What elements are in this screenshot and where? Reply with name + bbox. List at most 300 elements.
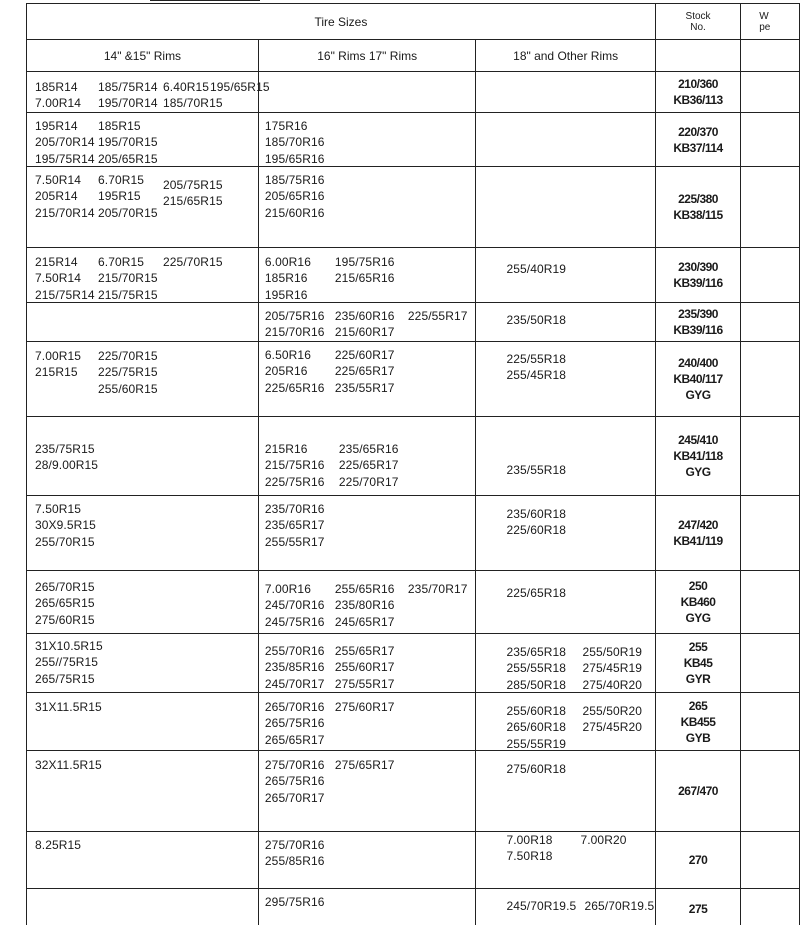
tire-size: 265/75R16 xyxy=(264,774,325,789)
cut-off-cell xyxy=(741,889,800,925)
tire-size: 255/45R18 xyxy=(506,368,567,383)
stock-number-header xyxy=(655,4,740,40)
rims-18-other-cell xyxy=(476,167,655,248)
tire-size: 275/60R18 xyxy=(506,762,567,776)
tire-size: 205/65R16 xyxy=(264,189,325,204)
tire-size: 7.00R18 xyxy=(506,833,553,847)
tire-size: 7.00R16 xyxy=(264,582,311,596)
tire-size-rows xyxy=(27,72,800,925)
tire-size: 205/70R14 xyxy=(35,135,95,150)
c3-sizes xyxy=(476,167,654,247)
tire-size: 255/70R15 xyxy=(35,534,95,549)
rims-16-17-cell xyxy=(258,571,476,634)
tire-size: 265/75R16 xyxy=(264,716,325,731)
tire-size: 275/45R19 xyxy=(582,661,643,676)
cut-off-cell xyxy=(741,303,800,342)
rims-14-15-cell xyxy=(27,342,259,417)
c2-sizes xyxy=(259,72,476,112)
c1-sizes xyxy=(27,72,270,112)
stock-number-cell xyxy=(655,751,740,832)
table-row xyxy=(27,248,800,303)
tire-size: 255/85R16 xyxy=(264,854,325,869)
rims-18-other-cell xyxy=(476,634,655,693)
tire-size: 255/65R17 xyxy=(334,644,395,658)
table-row xyxy=(27,634,800,693)
tire-size: 205R14 xyxy=(35,189,78,204)
tire-size: 32X11.5R15 xyxy=(35,758,102,772)
c2-sizes xyxy=(259,693,476,750)
tire-size: 275/60R17 xyxy=(334,700,395,714)
stock-number-cell xyxy=(655,889,740,925)
tire-size: 215/70R16 xyxy=(264,325,325,340)
tire-size: 185R14 xyxy=(35,80,78,94)
c2-sizes xyxy=(259,303,476,341)
cut-off-cell xyxy=(741,634,800,693)
cut-off-label-1: W xyxy=(759,10,769,22)
rims-18-other-cell xyxy=(476,72,655,113)
rims-16-17-cell xyxy=(258,72,476,113)
stock-number-cell xyxy=(655,167,740,248)
tire-size: 245/65R17 xyxy=(334,614,395,629)
tire-size: 215/75R16 xyxy=(264,458,325,473)
stock-number-cell xyxy=(655,417,740,496)
tire-size: 31X11.5R15 xyxy=(35,700,102,714)
tire-size: 195R14 xyxy=(35,119,78,133)
tire-size: 275/40R20 xyxy=(582,677,643,692)
rims-16-17-cell xyxy=(258,751,476,832)
c2-sizes xyxy=(259,634,476,692)
cut-off-column-header xyxy=(741,4,800,40)
tire-size: 7.50R18 xyxy=(506,849,553,864)
stock-number: 255 xyxy=(688,640,708,654)
cut-off-cell xyxy=(741,72,800,113)
tire-size: 255/70R16 xyxy=(264,644,325,658)
cut-off-cell xyxy=(741,832,800,889)
tire-size: 245/70R16 xyxy=(264,598,325,613)
stock-number: 275 xyxy=(688,902,708,916)
tire-size: 225/75R16 xyxy=(264,474,325,489)
c1-sizes xyxy=(27,634,258,692)
rims-16-17-cell xyxy=(258,113,476,167)
stock-number: KB40/117 xyxy=(673,372,723,386)
tire-size: 215/60R17 xyxy=(334,325,395,340)
tire-size: 295/75R16 xyxy=(264,895,325,909)
tire-size: 8.25R15 xyxy=(35,838,82,852)
tire-size: 265/65R15 xyxy=(35,596,95,611)
tire-size: 225/65R16 xyxy=(264,380,325,395)
c3-sizes xyxy=(476,751,654,831)
tire-size: 7.50R14 xyxy=(35,271,82,286)
cut-off-cell xyxy=(741,751,800,832)
tire-size: 235/55R17 xyxy=(334,380,395,395)
tire-size: 235/65R18 xyxy=(506,645,567,659)
tire-size: 275/65R17 xyxy=(334,758,395,772)
tire-size: 255/55R19 xyxy=(506,736,567,751)
tire-size: 245/70R17 xyxy=(264,676,325,691)
rims-16-17-cell xyxy=(258,342,476,417)
table-row xyxy=(27,693,800,751)
table-row xyxy=(27,113,800,167)
rims-14-15-cell xyxy=(27,634,259,693)
stock-number: KB37/114 xyxy=(673,140,723,155)
cut-off-cell xyxy=(741,113,800,167)
stock-number: KB39/116 xyxy=(673,276,723,290)
tire-size: 255/60R18 xyxy=(506,704,567,718)
tire-size: 215/70R15 xyxy=(98,271,158,286)
tire-size: 215/65R15 xyxy=(163,194,223,209)
c1-sizes xyxy=(27,342,258,416)
c2-sizes xyxy=(259,248,476,302)
stock-number: KB45 xyxy=(683,656,713,670)
tire-size: 225/55R18 xyxy=(506,352,567,366)
tire-size: 225/75R15 xyxy=(98,365,158,380)
tire-size: 235/55R18 xyxy=(506,463,567,477)
cut-off-cell xyxy=(741,496,800,571)
rims-14-15-cell xyxy=(27,832,259,889)
c1-sizes xyxy=(27,832,258,888)
tire-size: 195R15 xyxy=(98,189,141,204)
tire-size: 185/70R16 xyxy=(264,135,325,150)
table-row xyxy=(27,167,800,248)
c2-sizes xyxy=(259,167,476,247)
tire-size: 225/60R18 xyxy=(506,523,567,538)
cut-off-subheader-empty xyxy=(741,40,800,72)
tire-size: 195/75R14 xyxy=(35,151,95,166)
c1-sizes xyxy=(27,693,258,750)
rims-18-other-cell xyxy=(476,417,655,496)
table-row xyxy=(27,751,800,832)
table-row xyxy=(27,417,800,496)
rim-header-row xyxy=(27,40,800,72)
stock-number-cell xyxy=(655,342,740,417)
c1-sizes xyxy=(27,303,258,341)
tire-size: 175R16 xyxy=(264,119,308,133)
stock-number-cell xyxy=(655,303,740,342)
stock-number: GYG xyxy=(685,388,711,402)
tire-size: 215R16 xyxy=(264,442,308,456)
table-row xyxy=(27,832,800,889)
tire-size: 285/50R18 xyxy=(506,677,567,692)
tire-size: 31X10.5R15 xyxy=(35,639,103,653)
c1-sizes xyxy=(27,248,258,302)
tire-size: 255/50R19 xyxy=(582,645,643,659)
tire-size: 255/65R16 xyxy=(334,582,395,596)
stock-number: 247/420 xyxy=(678,518,718,532)
tire-size-table xyxy=(26,3,800,925)
c3-sizes xyxy=(476,693,654,750)
c1-sizes xyxy=(27,417,258,495)
tire-size: 225/70R17 xyxy=(338,474,399,489)
c2-sizes xyxy=(259,832,476,888)
stock-number-cell xyxy=(655,634,740,693)
cut-off-cell xyxy=(741,167,800,248)
stock-number: 265 xyxy=(688,698,708,713)
rims-18-other-cell xyxy=(476,342,655,417)
c3-sizes xyxy=(476,303,654,341)
tire-size: 215/75R15 xyxy=(98,287,158,302)
stock-number: 225/380 xyxy=(678,192,718,206)
c2-sizes xyxy=(259,889,476,925)
tire-size: 225/65R17 xyxy=(338,458,399,473)
tire-size: 235/80R16 xyxy=(334,598,395,613)
tire-size: 6.00R16 xyxy=(264,255,311,269)
rims-14-15-cell xyxy=(27,693,259,751)
rims-14-15-cell xyxy=(27,889,259,925)
tire-size: 255/55R18 xyxy=(506,661,567,676)
c1-sizes xyxy=(27,751,258,831)
tire-size: 185R16 xyxy=(264,271,308,286)
tire-size: 195R16 xyxy=(264,287,308,302)
tire-size: 275/45R20 xyxy=(582,720,643,735)
stock-number: KB460 xyxy=(680,595,716,609)
stock-number-cell xyxy=(655,72,740,113)
table-row xyxy=(27,303,800,342)
tire-size: 195/70R15 xyxy=(98,135,158,150)
tire-size: 185/75R16 xyxy=(264,173,325,187)
c2-sizes xyxy=(259,496,476,570)
rims-16-17-cell xyxy=(258,248,476,303)
tire-size: 225/65R18 xyxy=(506,586,567,600)
rims-14-15-cell xyxy=(27,496,259,571)
tire-size: 255/60R15 xyxy=(98,381,158,396)
tire-size: 275/70R16 xyxy=(264,838,325,852)
tire-size: 235/60R18 xyxy=(506,507,567,521)
tire-size: 225/70R15 xyxy=(163,255,223,269)
tire-size: 235/75R15 xyxy=(35,442,95,456)
c1-sizes xyxy=(27,496,258,570)
tire-size: 195/65R16 xyxy=(264,151,325,166)
cut-off-cell xyxy=(741,693,800,751)
tire-size: 235/65R16 xyxy=(338,442,399,456)
c3-sizes xyxy=(476,113,654,166)
tire-size: 7.50R15 xyxy=(35,502,82,516)
c3-sizes xyxy=(476,832,654,888)
stock-number: GYG xyxy=(685,611,711,625)
tire-size: 235/50R18 xyxy=(506,313,567,327)
cut-off-cell xyxy=(741,417,800,496)
tire-size: 215R14 xyxy=(35,255,78,269)
header-row xyxy=(27,4,800,40)
tire-size: 215/60R16 xyxy=(264,205,325,220)
rims-16-17-cell xyxy=(258,693,476,751)
rims-16-17-cell xyxy=(258,889,476,925)
c1-sizes xyxy=(27,889,258,925)
tire-size: 245/70R19.5 xyxy=(506,899,577,913)
stock-number-cell xyxy=(655,113,740,167)
stock-number: GYB xyxy=(685,730,711,745)
stock-number-cell xyxy=(655,248,740,303)
tire-size: 205R16 xyxy=(264,364,308,379)
stock-number: KB41/119 xyxy=(673,534,723,548)
stock-number: 267/470 xyxy=(678,784,718,798)
tire-size: 255/55R17 xyxy=(264,534,325,549)
table-row xyxy=(27,496,800,571)
rims-14-15-cell xyxy=(27,167,259,248)
stock-number-cell xyxy=(655,571,740,634)
stock-number: GYG xyxy=(685,465,711,479)
top-scan-mark xyxy=(150,0,260,1)
tire-size: 195/70R14 xyxy=(98,96,158,111)
tire-size: 7.50R14 xyxy=(35,173,82,187)
rims-18-other-header: 18" and Other Rims xyxy=(476,40,655,72)
tire-size: 6.50R16 xyxy=(264,348,311,362)
tire-size: 225/60R17 xyxy=(334,348,395,362)
rims-14-15-header: 14" &15" Rims xyxy=(27,40,259,72)
tire-size: 185/70R15 xyxy=(163,96,223,111)
table-row xyxy=(27,342,800,417)
tire-size: 195/65R15 xyxy=(210,80,270,94)
c2-sizes xyxy=(259,571,476,633)
stock-subheader-empty xyxy=(655,40,740,72)
tire-size: 225/65R17 xyxy=(334,364,395,379)
rims-18-other-cell xyxy=(476,303,655,342)
tire-size: 255/60R17 xyxy=(334,660,395,675)
tire-size: 6.70R15 xyxy=(98,255,145,269)
stock-number: 220/370 xyxy=(678,124,718,139)
tire-size: 6.70R15 xyxy=(98,173,145,187)
stock-no-label: No. xyxy=(690,21,706,33)
rims-18-other-cell xyxy=(476,889,655,925)
cut-off-cell xyxy=(741,571,800,634)
tire-size: 195/75R16 xyxy=(334,255,395,269)
stock-number: 235/390 xyxy=(678,307,718,321)
tire-size: 265/75R15 xyxy=(35,671,95,686)
rims-18-other-cell xyxy=(476,832,655,889)
tire-size: 235/65R17 xyxy=(264,518,325,533)
tire-size: 265/70R19.5 xyxy=(584,899,655,913)
rims-18-other-cell xyxy=(476,113,655,167)
c3-sizes xyxy=(476,72,654,112)
stock-number: KB39/116 xyxy=(673,323,723,337)
c3-sizes xyxy=(476,571,654,633)
rims-18-other-cell xyxy=(476,496,655,571)
stock-number: KB36/113 xyxy=(673,93,723,107)
rims-16-17-header: 16" Rims 17" Rims xyxy=(258,40,476,72)
tire-size: 255//75R15 xyxy=(35,655,99,670)
cut-off-cell xyxy=(741,248,800,303)
stock-number: GYR xyxy=(685,672,711,686)
tire-size: 28/9.00R15 xyxy=(35,458,99,473)
c3-sizes xyxy=(476,889,654,925)
tire-size: 265/70R16 xyxy=(264,700,325,714)
tire-size: 215/75R14 xyxy=(35,287,95,302)
c2-sizes xyxy=(259,342,476,416)
tire-size: 30X9.5R15 xyxy=(35,518,96,533)
stock-number-cell xyxy=(655,496,740,571)
c2-sizes xyxy=(259,113,476,166)
stock-number: KB41/118 xyxy=(673,449,723,463)
tire-size: 205/70R15 xyxy=(98,205,158,220)
stock-number-cell xyxy=(655,832,740,889)
tire-size: 185/75R14 xyxy=(98,80,158,94)
rims-14-15-cell xyxy=(27,571,259,634)
tire-size: 235/70R16 xyxy=(264,502,325,516)
tire-size: 265/70R15 xyxy=(35,580,95,594)
rims-16-17-cell xyxy=(258,167,476,248)
cut-off-cell xyxy=(741,342,800,417)
tire-size: 255/40R19 xyxy=(506,262,567,276)
rims-18-other-cell xyxy=(476,693,655,751)
stock-number-cell xyxy=(655,693,740,751)
tire-size: 6.40R15 xyxy=(163,80,210,94)
c1-sizes xyxy=(27,167,258,247)
stock-number: 250 xyxy=(688,579,708,593)
tire-size: 7.00R15 xyxy=(35,349,82,363)
rims-14-15-cell xyxy=(27,417,259,496)
tire-size: 235/85R16 xyxy=(264,660,325,675)
stock-number: 210/360 xyxy=(678,77,718,91)
stock-number: 270 xyxy=(688,853,708,867)
tire-size: 275/70R16 xyxy=(264,758,325,772)
stock-number: 240/400 xyxy=(678,356,718,370)
tire-size: 205/65R15 xyxy=(98,151,158,166)
table-row xyxy=(27,72,800,113)
tire-size: 265/60R18 xyxy=(506,720,567,735)
tire-size: 245/75R16 xyxy=(264,614,325,629)
rims-16-17-cell xyxy=(258,417,476,496)
tire-size: 215R15 xyxy=(35,365,78,380)
stock-label: Stock xyxy=(685,10,711,22)
rims-14-15-cell xyxy=(27,72,270,113)
tire-size: 215/70R14 xyxy=(35,205,95,220)
table-row xyxy=(27,571,800,634)
rims-14-15-cell xyxy=(27,113,259,167)
c3-sizes xyxy=(476,496,654,570)
tire-size: 185R15 xyxy=(98,119,141,133)
tire-size: 275/55R17 xyxy=(334,676,395,691)
rims-16-17-cell xyxy=(258,303,476,342)
tire-size: 235/60R16 xyxy=(334,309,395,323)
stock-number: 245/410 xyxy=(678,433,718,447)
stock-number: KB455 xyxy=(680,714,716,729)
tire-size: 225/55R17 xyxy=(407,309,468,323)
tire-size: 7.00R14 xyxy=(35,96,82,111)
tire-size: 255/50R20 xyxy=(582,704,643,718)
tire-size: 7.00R20 xyxy=(580,833,627,847)
rims-16-17-cell xyxy=(258,634,476,693)
tire-size: 265/70R17 xyxy=(264,790,325,805)
c3-sizes xyxy=(476,634,654,692)
c3-sizes xyxy=(476,417,654,495)
tire-size: 225/70R15 xyxy=(98,349,158,363)
c1-sizes xyxy=(27,113,258,166)
tire-size: 235/70R17 xyxy=(407,582,468,596)
rims-16-17-cell xyxy=(258,832,476,889)
table-row xyxy=(27,889,800,925)
rims-18-other-cell xyxy=(476,571,655,634)
rims-16-17-cell xyxy=(258,496,476,571)
c3-sizes xyxy=(476,342,654,416)
c2-sizes xyxy=(259,751,476,831)
stock-number: 230/390 xyxy=(678,260,718,274)
tire-size: 205/75R16 xyxy=(264,309,325,323)
tire-size: 275/60R15 xyxy=(35,612,95,627)
c1-sizes xyxy=(27,571,258,633)
c3-sizes xyxy=(476,248,654,302)
rims-18-other-cell xyxy=(476,751,655,832)
c2-sizes xyxy=(259,417,476,495)
cut-off-label-2: pe xyxy=(759,21,771,33)
tire-size: 265/65R17 xyxy=(264,732,325,747)
rims-18-other-cell xyxy=(476,248,655,303)
rims-14-15-cell xyxy=(27,248,259,303)
stock-number: KB38/115 xyxy=(673,208,723,222)
tire-size: 205/75R15 xyxy=(163,178,223,192)
tire-sizes-title: Tire Sizes xyxy=(27,4,656,40)
tire-size: 215/65R16 xyxy=(334,271,395,286)
rims-14-15-cell xyxy=(27,751,259,832)
rims-14-15-cell xyxy=(27,303,259,342)
